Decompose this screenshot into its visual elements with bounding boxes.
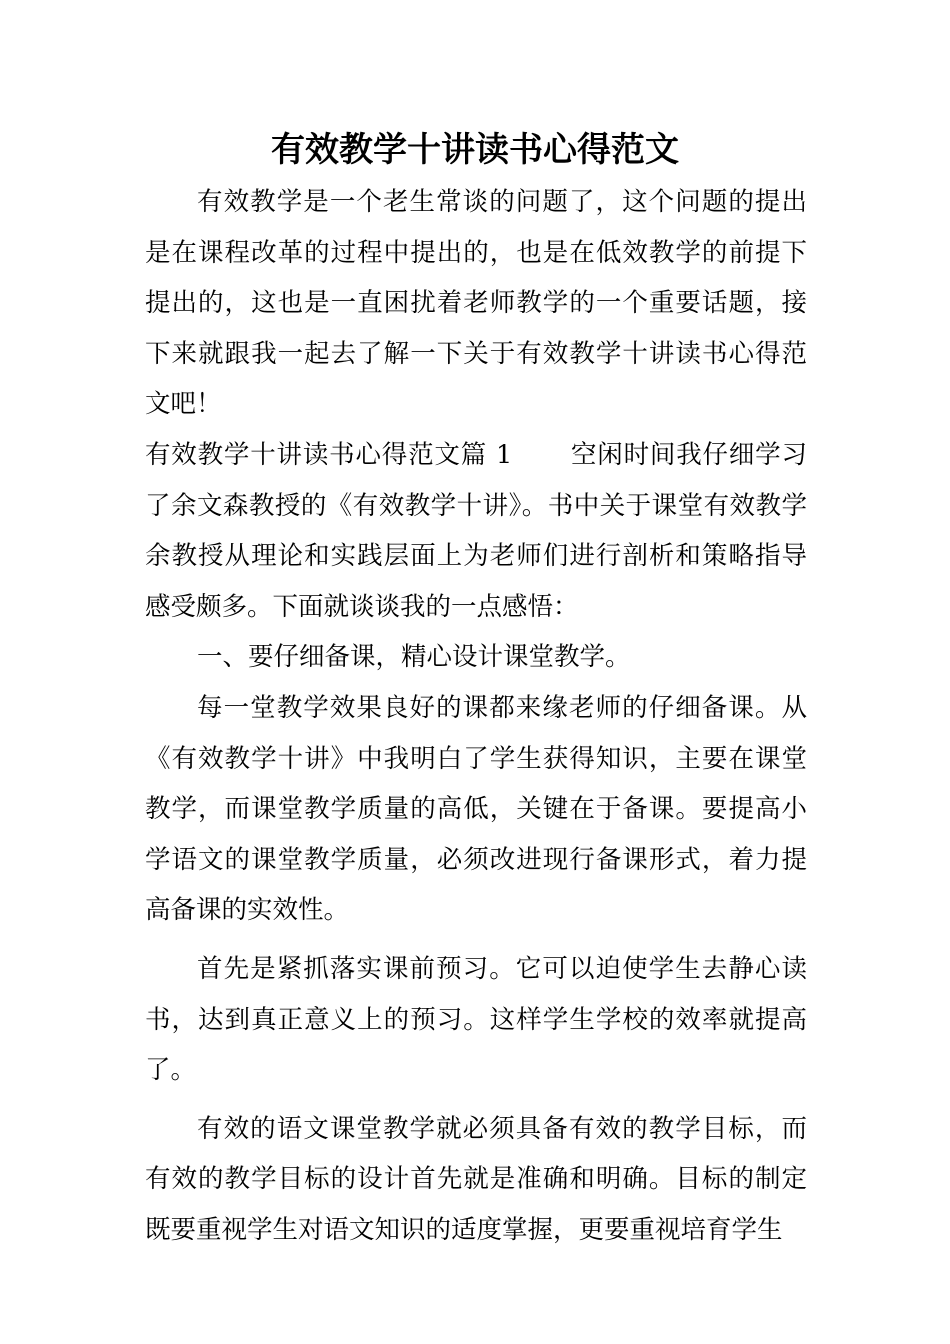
lesson-prep-paragraph: 每一堂教学效果良好的课都来缘老师的仔细备课。从《有效教学十讲》中我明白了学生获得知识，主要在课堂教学，而课堂教学质量的高低，关键在于备课。要提高小学语文的课堂教学质量，必须改进现行备课形式，着力提高备课的实效性。: [145, 692, 807, 926]
section-first-text: 空闲时间我仔细学习了余文森教授的《有效教学十讲》。书中关于课堂有效教学余教授从理论和实践层面上为老师们进行剖析和策略指导感受颇多。下面就谈谈我的一点感悟：: [145, 439, 807, 622]
intro-paragraph: 有效教学是一个老生常谈的问题了，这个问题的提出是在课程改革的过程中提出的，也是在低效教学的前提下提出的，这也是一直困扰着老师教学的一个重要话题，接下来就跟我一起去了解一下关于有效教学十讲读书心得范文吧！: [145, 187, 807, 420]
teaching-goal-paragraph: 有效的语文课堂教学就必须具备有效的教学目标，而有效的教学目标的设计首先就是准确和明确。目标的制定既要重视学生对语文知识的适度掌握，更要重视培育学生: [145, 1113, 807, 1245]
section-heading: 有效教学十讲读书心得范文篇 1: [145, 439, 513, 470]
point-one-heading: 一、要仔细备课，精心设计课堂教学。: [197, 642, 631, 673]
document-body: [145, 177, 807, 1255]
section-first-paragraph: [145, 430, 807, 632]
preview-paragraph: 首先是紧抓落实课前预习。它可以迫使学生去静心读书，达到真正意义上的预习。这样学生学校的效率就提高了。: [145, 953, 807, 1086]
document-title: 有效教学十讲读书心得范文: [271, 130, 679, 170]
